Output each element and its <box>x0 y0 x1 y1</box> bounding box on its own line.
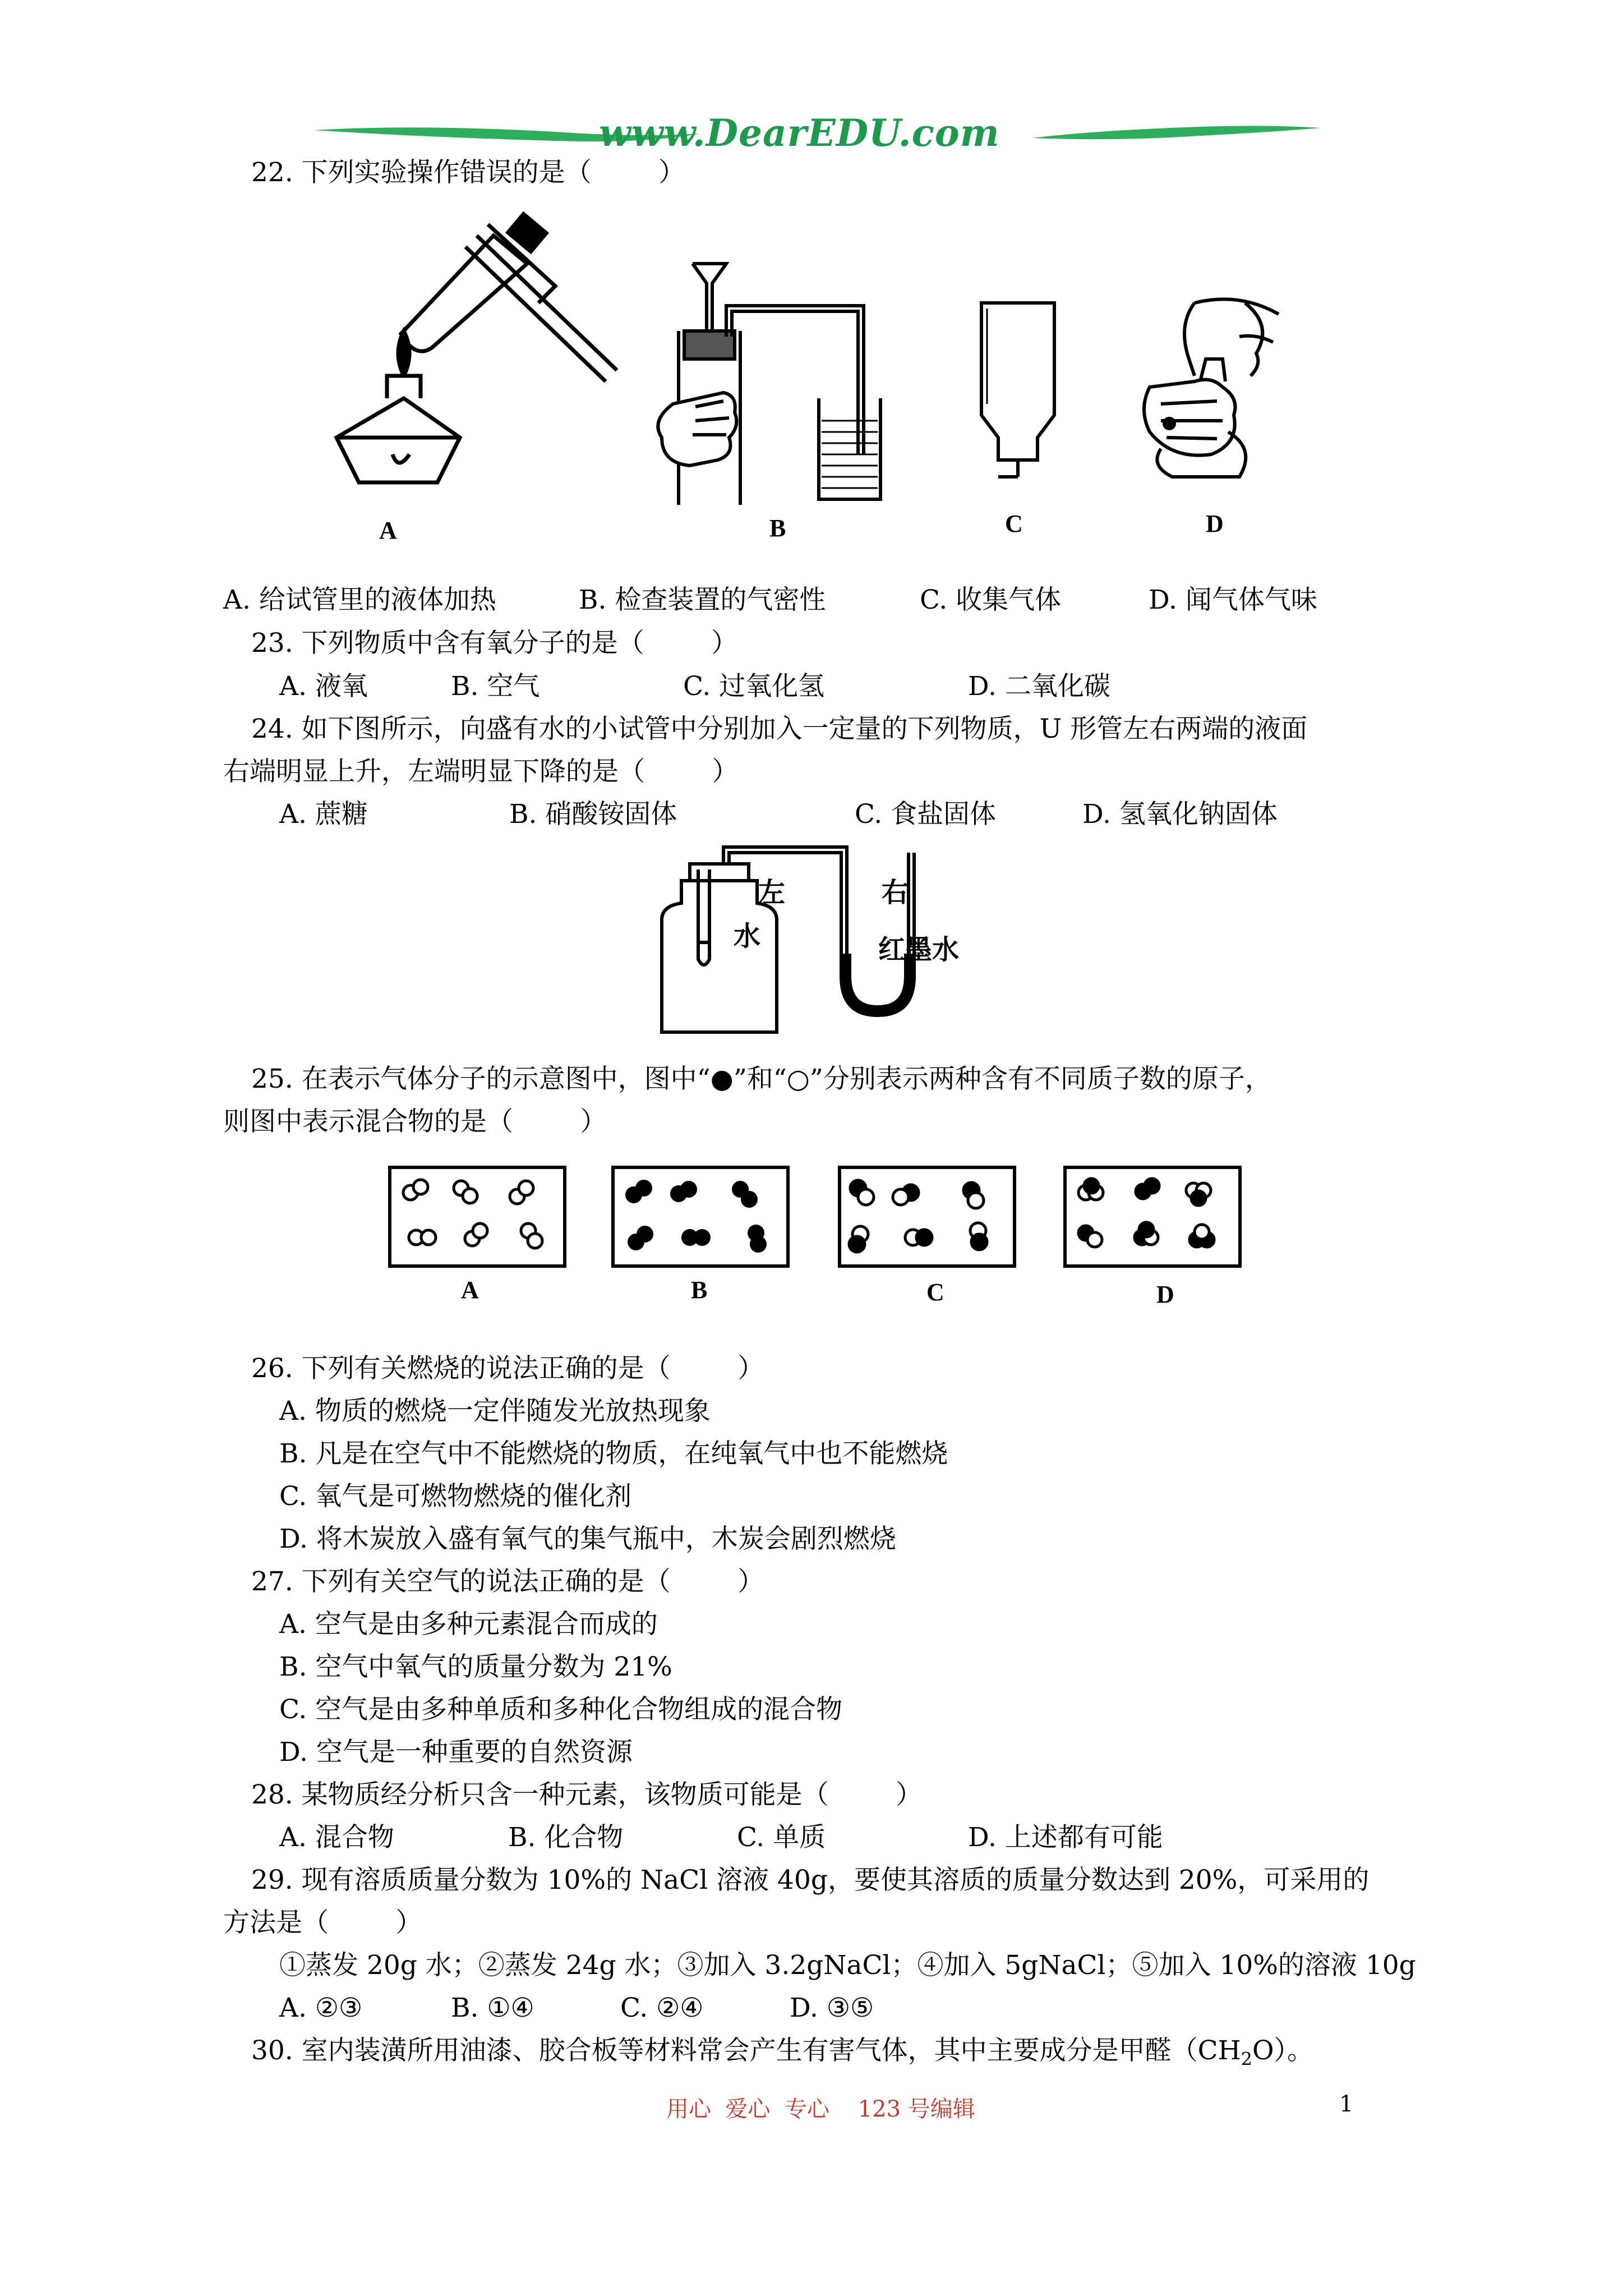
q25-fig-label-d: D <box>1156 1281 1174 1308</box>
q24-option-a: A. 蔗糖 <box>279 799 368 830</box>
q25-fig-label-c: C <box>926 1278 944 1306</box>
q28-stem: 28. 某物质经分析只含一种元素，该物质可能是（ ） <box>251 1779 923 1810</box>
q22-figure-d <box>1127 292 1295 505</box>
q24-fig-water-label: 水 <box>734 921 761 952</box>
q24-fig-left-label: 左 <box>758 877 786 908</box>
q24-option-d: D. 氢氧化钠固体 <box>1082 799 1278 830</box>
q27-option-c: C. 空气是由多种单质和多种化合物组成的混合物 <box>279 1694 843 1725</box>
q28-option-b: B. 化合物 <box>508 1822 624 1853</box>
q22-stem: 22. 下列实验操作错误的是（ ） <box>251 157 685 188</box>
q22-option-c: C. 收集气体 <box>920 585 1062 615</box>
q25-figure-a <box>388 1166 566 1268</box>
q29-option-d: D. ③⑤ <box>790 1993 874 2023</box>
q23-option-c: C. 过氧化氢 <box>683 671 825 702</box>
q28-option-c: C. 单质 <box>737 1822 826 1853</box>
q25-figure-b <box>611 1166 790 1268</box>
q27-option-b: B. 空气中氧气的质量分数为 21% <box>279 1651 672 1682</box>
q25-fig-label-b: B <box>691 1276 708 1304</box>
q24-stem-line2: 右端明显上升，左端明显下降的是（ ） <box>223 756 739 787</box>
q22-fig-label-c: C <box>1005 510 1023 537</box>
q23-option-b: B. 空气 <box>451 671 540 702</box>
q22-fig-label-a: A <box>379 517 397 544</box>
q30-stem <box>251 2034 1313 2076</box>
q29-option-c: C. ②④ <box>620 1993 704 2023</box>
q23-option-a: A. 液氧 <box>279 671 368 702</box>
q24-stem-line1: 24. 如下图所示，向盛有水的小试管中分别加入一定量的下列物质，U 形管左右两端的液面 <box>251 714 1308 744</box>
q29-option-b: B. ①④ <box>451 1993 534 2023</box>
q24-fig-ink-label: 红墨水 <box>878 934 960 965</box>
q22-figure-b <box>639 252 886 516</box>
q26-option-c: C. 氧气是可燃物燃烧的催化剂 <box>279 1481 632 1512</box>
q29-option-a: A. ②③ <box>279 1993 363 2023</box>
q29-stem-line1: 29. 现有溶质质量分数为 10%的 NaCl 溶液 40g，要使其溶质的质量分数达到 20%，可采用的 <box>251 1865 1370 1895</box>
q24-option-b: B. 硝酸铵固体 <box>509 799 677 830</box>
q26-option-a: A. 物质的燃烧一定伴随发光放热现象 <box>279 1396 711 1427</box>
q24-fig-right-label: 右 <box>882 877 909 908</box>
q30-subscript: 2 <box>1241 2048 1252 2070</box>
site-title: www.DearEDU.com <box>599 111 1000 155</box>
q30-stem-pre: 30. 室内装潢所用油漆、胶合板等材料常会产生有害气体，其中主要成分是甲醛（CH <box>251 2035 1241 2066</box>
q23-option-d: D. 二氧化碳 <box>968 671 1110 702</box>
header-swoosh-right <box>1032 119 1324 153</box>
q26-option-d: D. 将木炭放入盛有氧气的集气瓶中，木炭会剧烈燃烧 <box>279 1524 896 1554</box>
q30-stem-post: O）。 <box>1252 2035 1314 2066</box>
q22-option-d: D. 闻气体气味 <box>1149 585 1317 615</box>
q27-option-a: A. 空气是由多种元素混合而成的 <box>279 1609 658 1640</box>
q25-stem-line1: 25. 在表示气体分子的示意图中，图中“●”和“○”分别表示两种含有不同质子数的原子， <box>251 1064 1271 1094</box>
q22-figure-c <box>976 292 1060 494</box>
footer-text: 用心 爱心 专心 123 号编辑 <box>666 2096 975 2122</box>
page-number: 1 <box>1339 2091 1354 2117</box>
q28-option-a: A. 混合物 <box>279 1822 394 1853</box>
q22-option-a: A. 给试管里的液体加热 <box>223 585 496 615</box>
q26-option-b: B. 凡是在空气中不能燃烧的物质，在纯氧气中也不能燃烧 <box>279 1438 948 1469</box>
q24-option-c: C. 食盐固体 <box>855 799 997 830</box>
q25-figure-c <box>838 1166 1016 1268</box>
q26-stem: 26. 下列有关燃烧的说法正确的是（ ） <box>251 1353 764 1384</box>
q29-stem-line2: 方法是（ ） <box>223 1907 422 1938</box>
q25-stem-line2: 则图中表示混合物的是（ ） <box>223 1106 607 1137</box>
q22-option-b: B. 检查装置的气密性 <box>579 585 826 615</box>
q25-fig-label-a: A <box>461 1276 479 1304</box>
q28-option-d: D. 上述都有可能 <box>968 1822 1163 1853</box>
q22-fig-label-b: B <box>769 514 786 542</box>
q23-stem: 23. 下列物质中含有氧分子的是（ ） <box>251 628 738 659</box>
q22-figure-a <box>325 213 628 527</box>
q27-stem: 27. 下列有关空气的说法正确的是（ ） <box>251 1566 764 1597</box>
q25-figure-d <box>1063 1166 1242 1268</box>
q29-methods: ①蒸发 20g 水；②蒸发 24g 水；③加入 3.2gNaCl；④加入 5gNaCl；⑤加入 10%的溶液 10g <box>279 1950 1416 1981</box>
q27-option-d: D. 空气是一种重要的自然资源 <box>279 1737 633 1768</box>
q22-fig-label-d: D <box>1206 510 1224 537</box>
